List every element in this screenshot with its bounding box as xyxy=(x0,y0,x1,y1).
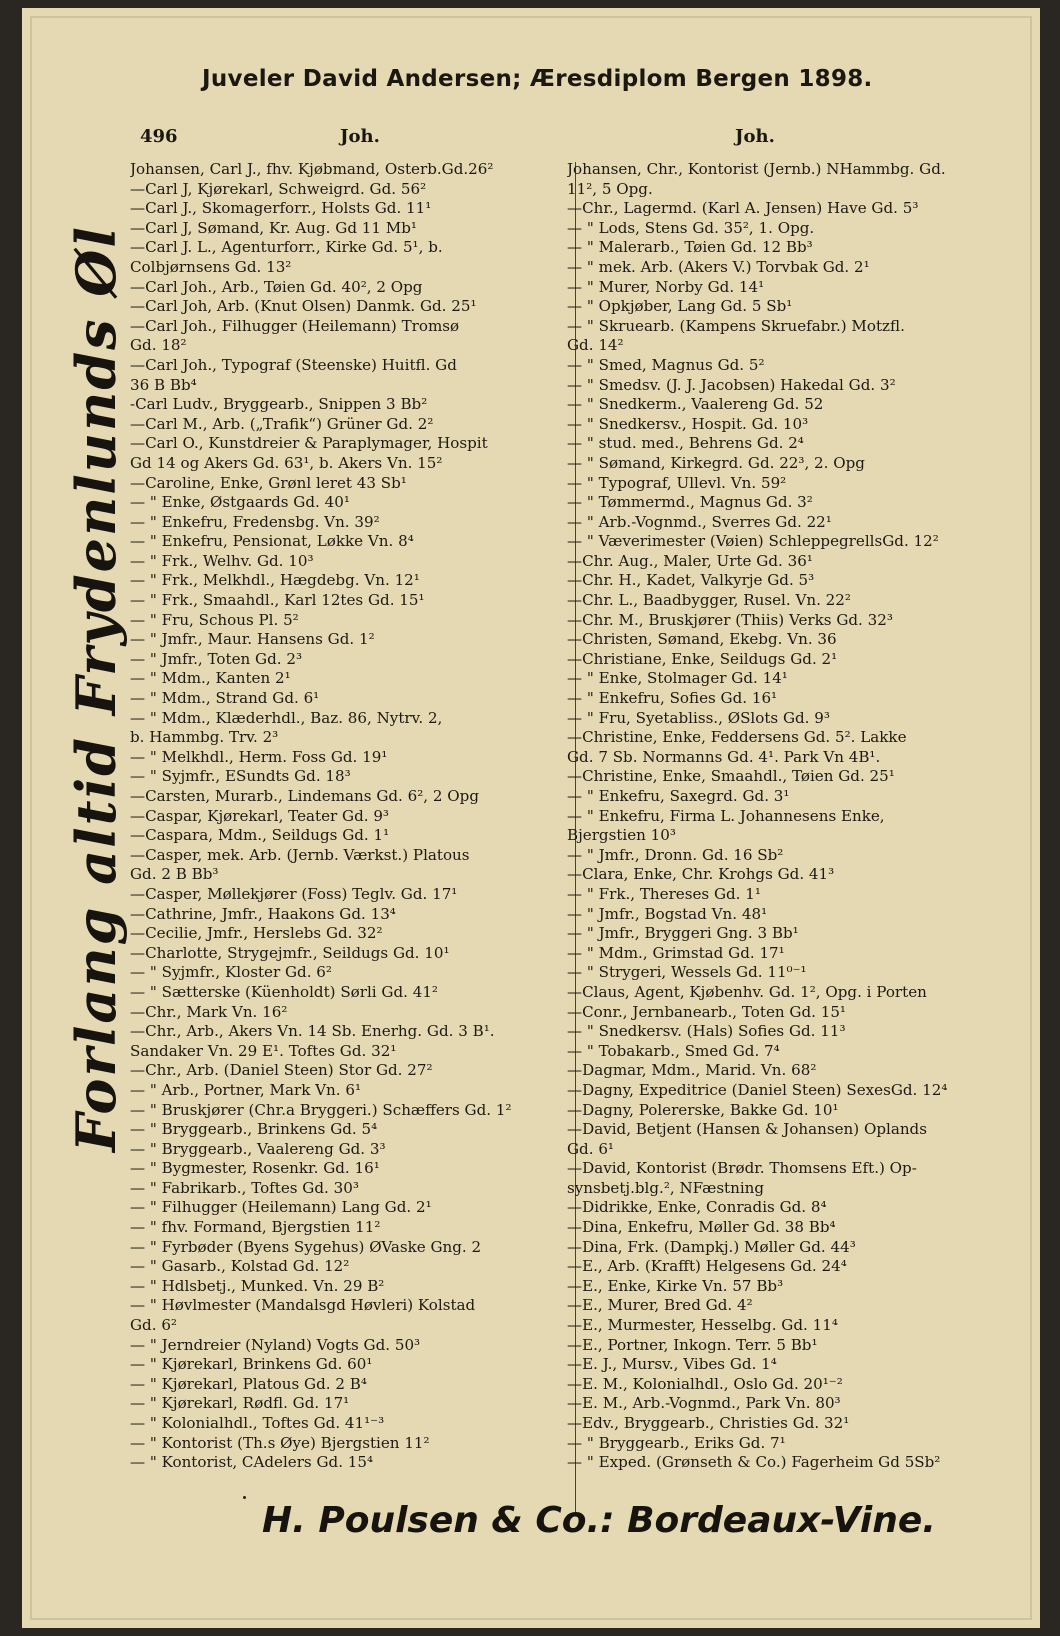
directory-entry-line: —Carl Joh, Arb. (Knut Olsen) Danmk. Gd. 25¹ xyxy=(130,297,477,316)
directory-entry-line: — " Frk., Smaahdl., Karl 12tes Gd. 15¹ xyxy=(130,591,425,610)
directory-entry-line: synsbetj.blg.², NFæstning xyxy=(567,1178,765,1197)
directory-entry-line: — " Malerarb., Tøien Gd. 12 Bb³ xyxy=(567,238,813,257)
directory-entry-line: Johansen, Carl J., fhv. Kjøbmand, Osterb.Gd.26² xyxy=(130,160,494,178)
directory-entry-line: — " stud. med., Behrens Gd. 2⁴ xyxy=(567,434,804,453)
header-advertisement: Juveler David Andersen; Æresdiplom Bergen 1898. xyxy=(202,66,873,92)
directory-entry-line: — " Snedkersv. (Hals) Sofies Gd. 11³ xyxy=(567,1022,846,1041)
directory-entry-line: — " Jmfr., Toten Gd. 2³ xyxy=(130,649,302,668)
directory-entry-line: —David, Betjent (Hansen & Johansen) Oplands xyxy=(567,1120,927,1139)
directory-entry-line: — " mek. Arb. (Akers V.) Torvbak Gd. 2¹ xyxy=(567,257,870,276)
page-number: 496 xyxy=(140,126,178,147)
directory-entry-line: — " Frk., Thereses Gd. 1¹ xyxy=(567,884,761,903)
directory-entry-line: Johansen, Chr., Kontorist (Jernb.) NHammbg. Gd. xyxy=(567,160,946,178)
directory-entry-line: —Conr., Jernbanearb., Toten Gd. 15¹ xyxy=(567,1002,846,1021)
directory-entry-line: —Dagny, Polererske, Bakke Gd. 10¹ xyxy=(567,1100,839,1119)
directory-entry-line: —Chr. L., Baadbygger, Rusel. Vn. 22² xyxy=(567,591,851,610)
directory-entry-line: — " Typograf, Ullevl. Vn. 59² xyxy=(567,473,787,492)
right-column-heading: Joh. xyxy=(735,126,775,147)
directory-entry-line: —David, Kontorist (Brødr. Thomsens Eft.) Op- xyxy=(567,1159,917,1178)
directory-entry-line: — " Mdm., Klæderhdl., Baz. 86, Nytrv. 2, xyxy=(130,708,443,727)
directory-entry-line: Gd. 6² xyxy=(130,1316,177,1335)
directory-entry-line: — " Fabrikarb., Toftes Gd. 30³ xyxy=(130,1178,359,1197)
directory-entry-line: — " Kjørekarl, Rødfl. Gd. 17¹ xyxy=(130,1394,350,1413)
directory-entry-line: —Chr. M., Bruskjører (Thiis) Verks Gd. 32³ xyxy=(567,610,893,629)
directory-entry-line: — " Opkjøber, Lang Gd. 5 Sb¹ xyxy=(567,297,793,316)
directory-entry-line: —E., Arb. (Krafft) Helgesens Gd. 24⁴ xyxy=(567,1257,847,1276)
directory-entry-line: Bjergstien 10³ xyxy=(567,826,676,845)
directory-entry-line: —Chr., Arb., Akers Vn. 14 Sb. Enerhg. Gd. 3 B¹. xyxy=(130,1022,495,1041)
right-column xyxy=(567,160,1037,1473)
directory-entry-line: —Carl J. L., Agenturforr., Kirke Gd. 5¹, b. xyxy=(130,238,443,257)
directory-entry-line: — " Tobakarb., Smed Gd. 7⁴ xyxy=(567,1041,780,1060)
directory-entry-line: —Carl O., Kunstdreier & Paraplymager, Hospit xyxy=(130,434,488,453)
directory-entry-line: —Carl Joh., Arb., Tøien Gd. 40², 2 Opg xyxy=(130,277,423,296)
directory-entry-line: — " Bryggearb., Brinkens Gd. 5⁴ xyxy=(130,1120,378,1139)
directory-page xyxy=(22,8,1040,1628)
directory-entry-line: Gd. 18² xyxy=(130,336,187,355)
directory-entry-line: —Carl Joh., Filhugger (Heilemann) Tromsø xyxy=(130,316,460,335)
directory-entry-line: — " Kontorist (Th.s Øye) Bjergstien 11² xyxy=(130,1433,430,1452)
directory-entry-line: b. Hammbg. Trv. 2³ xyxy=(130,728,279,747)
directory-entry-line: — " Smed, Magnus Gd. 5² xyxy=(567,355,765,374)
directory-entry-line: — " Murer, Norby Gd. 14¹ xyxy=(567,277,765,296)
directory-entry-line: — " Smedsv. (J. J. Jacobsen) Hakedal Gd. 3² xyxy=(567,375,896,394)
directory-entry-line: — " Enkefru, Pensionat, Løkke Vn. 8⁴ xyxy=(130,532,414,551)
directory-entry-line: — " Exped. (Grønseth & Co.) Fagerheim Gd 5Sb² xyxy=(567,1453,941,1472)
directory-entry-line: —Carl J, Kjørekarl, Schweigrd. Gd. 56² xyxy=(130,179,427,198)
directory-entry-line: Sandaker Vn. 29 E¹. Toftes Gd. 32¹ xyxy=(130,1041,397,1060)
directory-entry-line: — " fhv. Formand, Bjergstien 11² xyxy=(130,1218,381,1237)
directory-entry-line: —E., Portner, Inkogn. Terr. 5 Bb¹ xyxy=(567,1335,818,1354)
directory-entry-line: — " Fyrbøder (Byens Sygehus) ØVaske Gng. 2 xyxy=(130,1237,482,1256)
directory-entry-line: —Edv., Bryggearb., Christies Gd. 32¹ xyxy=(567,1414,850,1432)
directory-entry-line: —Cathrine, Jmfr., Haakons Gd. 13⁴ xyxy=(130,904,396,923)
directory-entry-line: — " Enkefru, Saxegrd. Gd. 3¹ xyxy=(567,787,790,805)
directory-entry-line: — " Kjørekarl, Brinkens Gd. 60¹ xyxy=(130,1355,373,1374)
directory-entry-line: —Dagny, Expeditrice (Daniel Steen) SexesGd. 12⁴ xyxy=(567,1080,948,1099)
directory-entry-line: — " Enkefru, Firma L. Johannesens Enke, xyxy=(567,806,885,825)
directory-entry-line: — " Snedkerm., Vaalereng Gd. 52 xyxy=(567,395,824,414)
directory-entry-line: Gd. 7 Sb. Normanns Gd. 4¹. Park Vn 4B¹. xyxy=(567,747,881,766)
directory-entry-line: —Caroline, Enke, Grønl leret 43 Sb¹ xyxy=(130,473,407,492)
directory-entry-line: —E. M., Kolonialhdl., Oslo Gd. 20¹⁻² xyxy=(567,1374,843,1393)
directory-entry-line: —Caspar, Kjørekarl, Teater Gd. 9³ xyxy=(130,806,389,825)
directory-entry-line: —Chr., Lagermd. (Karl A. Jensen) Have Gd. 5³ xyxy=(567,199,919,218)
directory-entry-line: —Caspara, Mdm., Seildugs Gd. 1¹ xyxy=(130,826,390,845)
directory-entry-line: — " Bruskjører (Chr.a Bryggeri.) Schæffers Gd. 1² xyxy=(130,1100,512,1119)
directory-entry-line: —Christen, Sømand, Ekebg. Vn. 36 xyxy=(567,630,837,649)
directory-entry-line: —E., Murer, Bred Gd. 4² xyxy=(567,1296,753,1315)
left-column xyxy=(130,160,595,1473)
directory-entry-line: Gd. 2 B Bb³ xyxy=(130,865,219,884)
directory-entry-line: Gd 14 og Akers Gd. 63¹, b. Akers Vn. 15² xyxy=(130,453,443,472)
directory-entry-line: — " Frk., Melkhdl., Hægdebg. Vn. 12¹ xyxy=(130,571,420,590)
left-column-heading: Joh. xyxy=(340,126,380,147)
directory-entry-line: — " Lods, Stens Gd. 35², 1. Opg. xyxy=(567,218,815,237)
directory-entry-line: — " Mdm., Grimstad Gd. 17¹ xyxy=(567,943,785,962)
directory-entry-line: — " Tømmermd., Magnus Gd. 3² xyxy=(567,493,813,512)
directory-entry-line: —Dina, Frk. (Dampkj.) Møller Gd. 44³ xyxy=(567,1237,856,1256)
directory-entry-line: -Carl Ludv., Bryggearb., Snippen 3 Bb² xyxy=(130,395,428,414)
directory-entry-line: — " Snedkersv., Hospit. Gd. 10³ xyxy=(567,414,809,433)
directory-entry-line: — " Syjmfr., Kloster Gd. 6² xyxy=(130,963,332,982)
directory-entry-line: — " Frk., Welhv. Gd. 10³ xyxy=(130,551,314,570)
directory-entry-line: — " Væverimester (Vøien) SchleppegrellsGd. 12² xyxy=(567,532,939,551)
directory-entry-line: —Christiane, Enke, Seildugs Gd. 2¹ xyxy=(567,649,838,668)
directory-entry-line: —Dina, Enkefru, Møller Gd. 38 Bb⁴ xyxy=(567,1218,836,1237)
directory-entry-line: —Chr. H., Kadet, Valkyrje Gd. 5³ xyxy=(567,571,815,590)
directory-entry-line: — " Skruearb. (Kampens Skruefabr.) Motzfl. xyxy=(567,316,905,335)
directory-entry-line: — " Jmfr., Dronn. Gd. 16 Sb² xyxy=(567,845,784,864)
directory-entry-line: — " Kontorist, CAdelers Gd. 15⁴ xyxy=(130,1453,374,1472)
directory-entry-line: — " Strygeri, Wessels Gd. 11⁰⁻¹ xyxy=(567,963,807,982)
directory-entry-line: — " Syjmfr., ESundts Gd. 18³ xyxy=(130,767,351,786)
directory-entry-line: 11², 5 Opg. xyxy=(567,179,653,198)
directory-entry-line: —Christine, Enke, Feddersens Gd. 5². Lakke xyxy=(567,728,907,747)
side-advertisement: Forlang altid Frydenlunds Øl xyxy=(64,225,128,1152)
directory-entry-line: —Carl J, Sømand, Kr. Aug. Gd 11 Mb¹ xyxy=(130,218,417,237)
directory-entry-line: — " Enke, Stolmager Gd. 14¹ xyxy=(567,669,788,688)
directory-entry-line: — " Mdm., Kanten 2¹ xyxy=(130,669,291,688)
directory-entry-line: —Carl Joh., Typograf (Steenske) Huitfl. Gd xyxy=(130,355,457,374)
directory-entry-line: — " Enke, Østgaards Gd. 40¹ xyxy=(130,493,350,512)
directory-entry-line: —E., Murmester, Hesselbg. Gd. 11⁴ xyxy=(567,1316,838,1335)
directory-entry-line: Colbjørnsens Gd. 13² xyxy=(130,257,292,276)
directory-entry-line: — " Jmfr., Maur. Hansens Gd. 1² xyxy=(130,630,375,649)
directory-entry-line: —Didrikke, Enke, Conradis Gd. 8⁴ xyxy=(567,1198,827,1217)
directory-entry-line: —Carsten, Murarb., Lindemans Gd. 6², 2 Opg xyxy=(130,787,479,805)
directory-entry-line: —Casper, Møllekjører (Foss) Teglv. Gd. 17¹ xyxy=(130,884,458,903)
directory-entry-line: — " Mdm., Strand Gd. 6¹ xyxy=(130,689,320,708)
directory-entry-line: —Dagmar, Mdm., Marid. Vn. 68² xyxy=(567,1061,817,1080)
directory-entry-line: Gd. 6¹ xyxy=(567,1139,614,1158)
directory-entry-line: —Chr. Aug., Maler, Urte Gd. 36¹ xyxy=(567,551,813,570)
directory-entry-line: —Chr., Mark Vn. 16² xyxy=(130,1002,288,1021)
directory-entry-line: — " Enkefru, Fredensbg. Vn. 39² xyxy=(130,512,380,531)
directory-entry-line: — " Arb., Portner, Mark Vn. 6¹ xyxy=(130,1080,362,1099)
directory-entry-line: — " Fru, Syetabliss., ØSlots Gd. 9³ xyxy=(567,708,830,727)
directory-entry-line: —Charlotte, Strygejmfr., Seildugs Gd. 10¹ xyxy=(130,943,450,962)
directory-entry-line: —Casper, mek. Arb. (Jernb. Værkst.) Platous xyxy=(130,845,470,864)
footer-advertisement: H. Poulsen & Co.: Bordeaux-Vine. xyxy=(262,1500,936,1541)
directory-entry-line: Gd. 14² xyxy=(567,336,624,355)
directory-entry-line: —E., Enke, Kirke Vn. 57 Bb³ xyxy=(567,1276,784,1295)
directory-entry-line: — " Enkefru, Sofies Gd. 16¹ xyxy=(567,689,778,708)
directory-entry-line: — " Bygmester, Rosenkr. Gd. 16¹ xyxy=(130,1159,380,1178)
directory-entry-line: — " Jmfr., Bogstad Vn. 48¹ xyxy=(567,904,768,923)
directory-entry-line: — " Gasarb., Kolstad Gd. 12² xyxy=(130,1257,350,1276)
directory-entry-line: — " Kjørekarl, Platous Gd. 2 B⁴ xyxy=(130,1374,367,1393)
directory-entry-line: —Carl J., Skomagerforr., Holsts Gd. 11¹ xyxy=(130,199,432,218)
directory-entry-line: — " Melkhdl., Herm. Foss Gd. 19¹ xyxy=(130,747,388,766)
directory-entry-line: — " Sætterske (Küenholdt) Sørli Gd. 41² xyxy=(130,982,438,1001)
directory-entry-line: — " Jerndreier (Nyland) Vogts Gd. 50³ xyxy=(130,1335,421,1354)
directory-entry-line: — " Jmfr., Bryggeri Gng. 3 Bb¹ xyxy=(567,924,799,943)
directory-entry-line: — " Fru, Schous Pl. 5² xyxy=(130,610,299,629)
directory-entry-line: —Cecilie, Jmfr., Herslebs Gd. 32² xyxy=(130,924,383,943)
directory-entry-line: 36 B Bb⁴ xyxy=(130,375,197,394)
directory-entry-line: —Christine, Enke, Smaahdl., Tøien Gd. 25¹ xyxy=(567,767,895,786)
directory-entry-line: — " Arb.-Vognmd., Sverres Gd. 22¹ xyxy=(567,512,832,531)
directory-entry-line: — " Filhugger (Heilemann) Lang Gd. 2¹ xyxy=(130,1198,432,1217)
directory-entry-line: —Claus, Agent, Kjøbenhv. Gd. 1², Opg. i Porten xyxy=(567,982,927,1001)
directory-entry-line: — " Høvlmester (Mandalsgd Høvleri) Kolstad xyxy=(130,1296,476,1315)
directory-entry-line: — " Hdlsbetj., Munked. Vn. 29 B² xyxy=(130,1276,385,1295)
directory-entry-line: —Clara, Enke, Chr. Krohgs Gd. 41³ xyxy=(567,865,835,884)
directory-entry-line: — " Bryggearb., Vaalereng Gd. 3³ xyxy=(130,1139,386,1158)
directory-entry-line: —Chr., Arb. (Daniel Steen) Stor Gd. 27² xyxy=(130,1061,433,1080)
directory-entry-line: — " Bryggearb., Eriks Gd. 7¹ xyxy=(567,1433,786,1452)
directory-entry-line: — " Kolonialhdl., Toftes Gd. 41¹⁻³ xyxy=(130,1414,385,1432)
ink-speck xyxy=(243,1496,246,1499)
directory-entry-line: — " Sømand, Kirkegrd. Gd. 22³, 2. Opg xyxy=(567,453,865,472)
directory-entry-line: —Carl M., Arb. („Trafik“) Grüner Gd. 2² xyxy=(130,414,434,433)
directory-entry-line: —E. M., Arb.-Vognmd., Park Vn. 80³ xyxy=(567,1394,841,1413)
directory-entry-line: —E. J., Mursv., Vibes Gd. 1⁴ xyxy=(567,1355,777,1374)
